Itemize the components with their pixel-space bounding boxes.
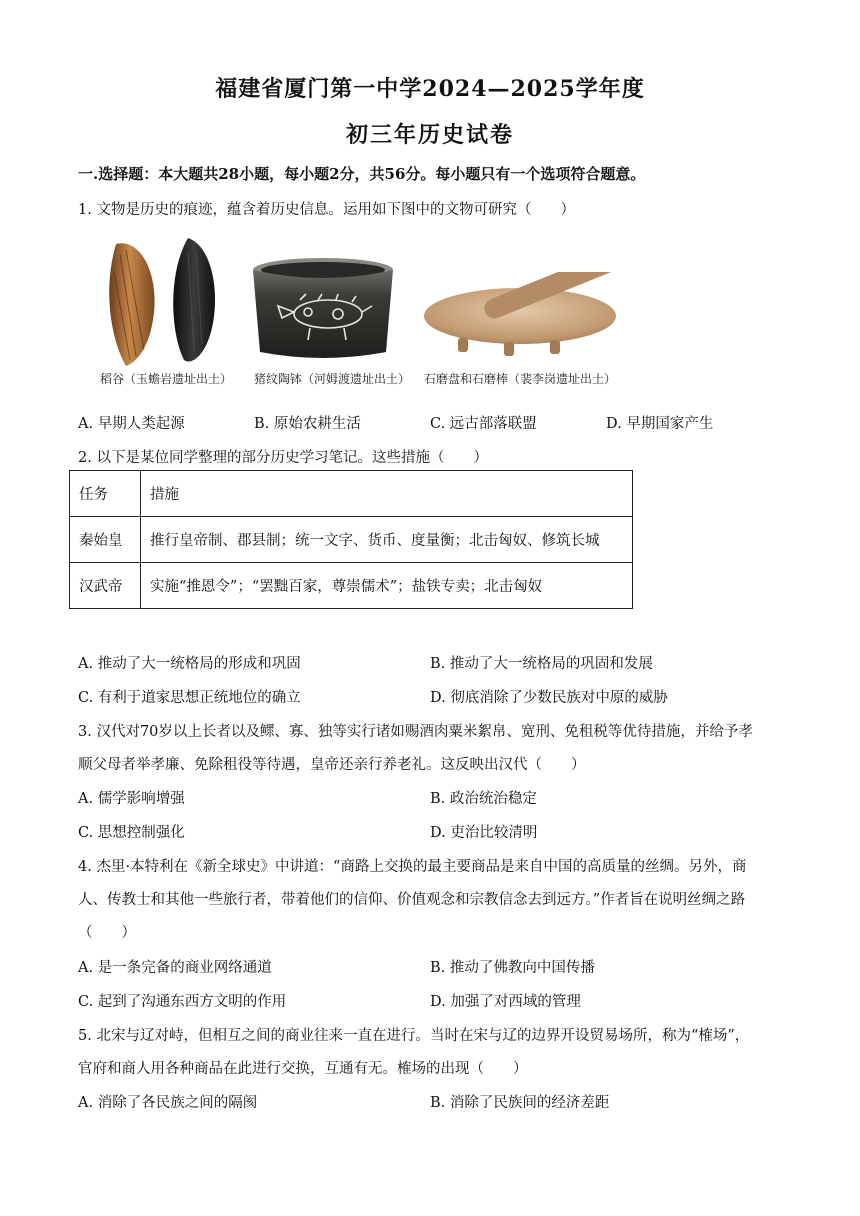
q5-stem-line1: 5. 北宋与辽对峙，但相互之间的商业往来一直在进行。当时在宋与辽的边界开设贸易场所，称为“榷场”， — [78, 1028, 750, 1044]
grinding-stone-image — [420, 272, 620, 364]
caption-rice: 稻谷（玉蟾岩遗址出土） — [100, 372, 233, 386]
q4-option-c[interactable]: C. 起到了沟通东西方文明的作用 — [78, 994, 287, 1010]
exam-title: 福建省厦门第一中学2024—2025学年度 — [215, 76, 645, 102]
q5-option-b[interactable]: B. 消除了民族间的经济差距 — [430, 1095, 610, 1111]
q4-option-a[interactable]: A. 是一条完备的商业网络通道 — [78, 960, 272, 976]
q4-option-b[interactable]: B. 推动了佛教向中国传播 — [430, 960, 595, 976]
table-header-cell: 措施 — [141, 471, 633, 517]
q3-stem-line2: 顺父母者举孝廉、免除租役等待遇，皇帝还亲行养老礼。这反映出汉代（ ） — [78, 757, 586, 773]
q3-option-d[interactable]: D. 吏治比较清明 — [430, 825, 538, 841]
table-header-row — [70, 471, 633, 517]
caption-bowl: 猪纹陶钵（河姆渡遗址出土） — [254, 372, 411, 386]
table-row — [70, 517, 633, 563]
exam-subtitle: 初三年历史试卷 — [345, 122, 514, 148]
caption-grinding-stone: 石磨盘和石磨棒（裴李岗遗址出土） — [424, 372, 617, 386]
table-header-cell: 任务 — [70, 471, 141, 517]
section-heading: 一.选择题：本大题共28小题，每小题2分，共56分。每小题只有一个选项符合题意。 — [78, 165, 646, 183]
q3-stem-line1: 3. 汉代对70岁以上长者以及鳏、寡、独等实行诸如赐酒肉粟米絮帛、宽刑、免租税等优待措施，并给予孝 — [78, 724, 753, 740]
table-cell: 推行皇帝制、郡县制；统一文字、货币、度量衡；北击匈奴、修筑长城 — [141, 517, 633, 563]
rice-grains-image — [96, 232, 226, 372]
q2-option-c[interactable]: C. 有利于道家思想正统地位的确立 — [78, 690, 301, 706]
q1-stem: 1. 文物是历史的痕迹，蕴含着历史信息。运用如下图中的文物可研究（ ） — [78, 202, 575, 218]
table-cell: 汉武帝 — [70, 563, 141, 609]
notes-table — [69, 470, 633, 609]
q1-option-c[interactable]: C. 远古部落联盟 — [430, 416, 537, 432]
pig-pattern-bowl-image — [248, 256, 398, 366]
q2-option-b[interactable]: B. 推动了大一统格局的巩固和发展 — [430, 656, 653, 672]
table-row — [70, 563, 633, 609]
q5-option-a[interactable]: A. 消除了各民族之间的隔阂 — [78, 1095, 258, 1111]
q2-stem: 2. 以下是某位同学整理的部分历史学习笔记。这些措施（ ） — [78, 450, 488, 466]
q4-option-d[interactable]: D. 加强了对西域的管理 — [430, 994, 581, 1010]
q4-stem-line2: 人、传教士和其他一些旅行者，带着他们的信仰、价值观念和宗教信念去到远方。”作者旨在说明丝绸之路 — [78, 892, 746, 908]
q3-option-c[interactable]: C. 思想控制强化 — [78, 825, 185, 841]
q4-stem-line3: （ ） — [78, 925, 136, 941]
q1-option-b[interactable]: B. 原始农耕生活 — [254, 416, 361, 432]
q2-option-d[interactable]: D. 彻底消除了少数民族对中原的威胁 — [430, 690, 668, 706]
q4-stem-line1: 4. 杰里·本特利在《新全球史》中讲道：“商路上交换的最主要商品是来自中国的高质量的丝绸。另外，商 — [78, 859, 747, 875]
q1-option-d[interactable]: D. 早期国家产生 — [606, 416, 714, 432]
q5-stem-line2: 官府和商人用各种商品在此进行交换，互通有无。榷场的出现（ ） — [78, 1061, 528, 1077]
q3-option-b[interactable]: B. 政治统治稳定 — [430, 791, 537, 807]
table-cell: 实施“推恩令”；“罢黜百家，尊崇儒术”；盐铁专卖；北击匈奴 — [141, 563, 633, 609]
table-cell: 秦始皇 — [70, 517, 141, 563]
q2-option-a[interactable]: A. 推动了大一统格局的形成和巩固 — [78, 656, 301, 672]
q3-option-a[interactable]: A. 儒学影响增强 — [78, 791, 185, 807]
q1-option-a[interactable]: A. 早期人类起源 — [78, 416, 185, 432]
